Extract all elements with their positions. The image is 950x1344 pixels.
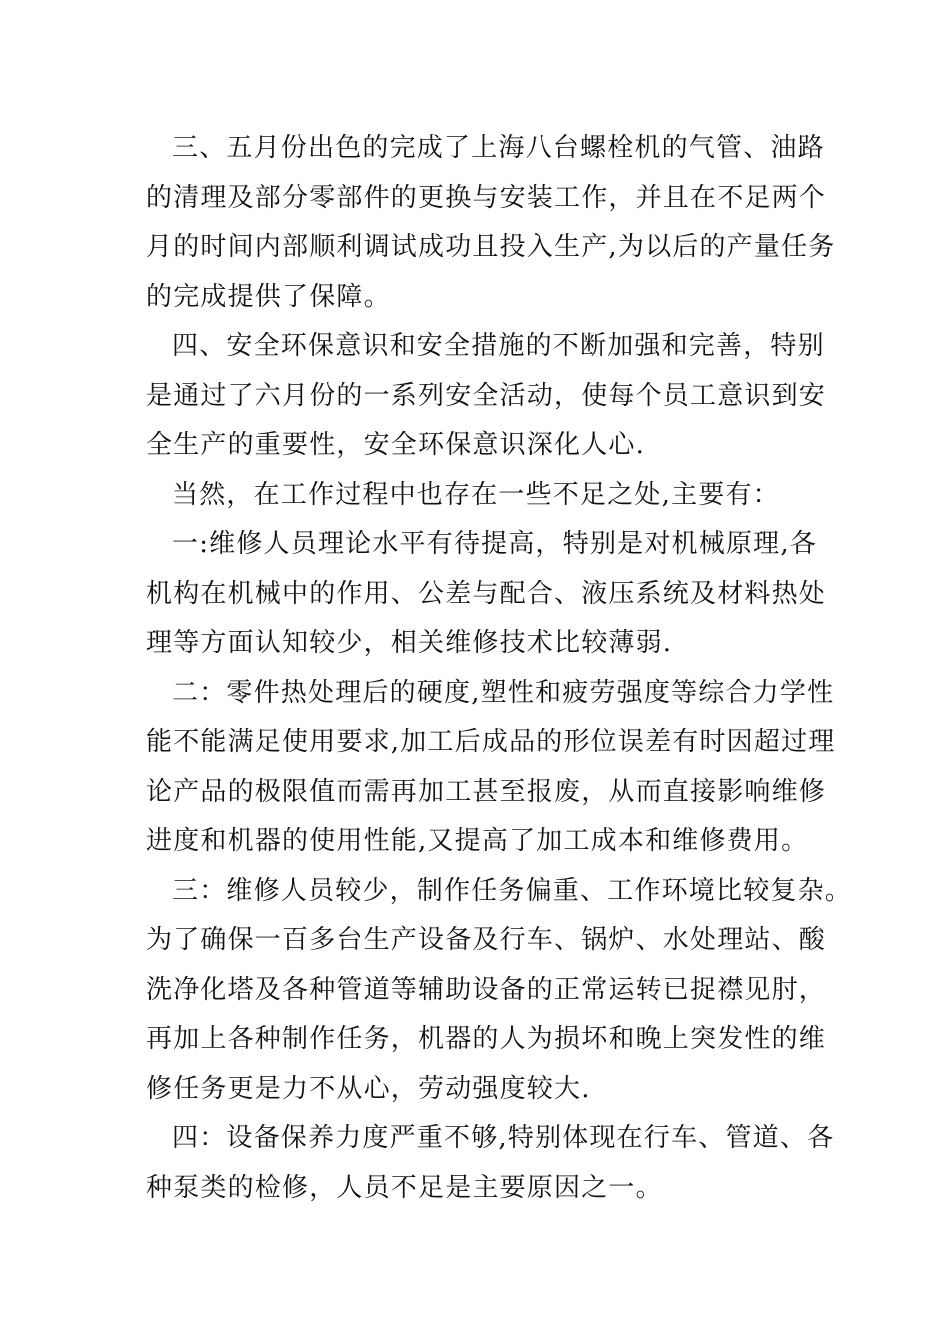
paragraph-shortcomings-intro (146, 471, 816, 521)
text-line: 种泵类的检修，人员不足是主要原因之一。 (146, 1172, 663, 1203)
text-line: 当然，在工作过程中也存在一些不足之处,主要有： (172, 479, 780, 510)
text-line: 再加上各种制作任务，机器的人为损坏和晚上突发性的维 (146, 1024, 827, 1054)
text-line: 修任务更是力不从心，劳动强度较大. (146, 1073, 591, 1104)
text-line: 机构在机械中的作用、公差与配合、液压系统及材料热处 (146, 578, 827, 609)
paragraph-item-four-safety (146, 322, 827, 471)
text-line: 三、五月份出色的完成了上海八台螺栓机的气管、油路 (172, 133, 825, 163)
text-line: 论产品的极限值而需再加工甚至报废，从而直接影响维修 (146, 776, 827, 807)
text-line: 月的时间内部顺利调试成功且投入生产,为以后的产量任务 (146, 232, 836, 262)
text-line: 一:维修人员理论水平有待提高，特别是对机械原理,各 (172, 529, 818, 559)
paragraph-shortcoming-three (146, 867, 853, 1115)
paragraph-shortcoming-four (146, 1114, 835, 1213)
text-line: 理等方面认知较少，相关维修技术比较薄弱. (146, 628, 673, 658)
text-line: 能不能满足使用要求,加工后成品的形位误差有时因超过理 (146, 727, 836, 757)
text-line: 是通过了六月份的一系列安全活动，使每个员工意识到安 (146, 380, 827, 411)
text-line: 的清理及部分零部件的更换与安装工作，并且在不足两个 (146, 182, 827, 213)
paragraph-shortcoming-two (146, 669, 836, 867)
text-line: 全生产的重要性，安全环保意识深化人心. (146, 430, 646, 460)
text-line: 的完成提供了保障。 (146, 281, 391, 312)
text-line: 三：维修人员较少，制作任务偏重、工作环境比较复杂。 (172, 875, 853, 906)
document-body (146, 124, 853, 1213)
text-line: 为了确保一百多台生产设备及行车、锅炉、水处理站、酸 (146, 925, 827, 955)
text-line: 洗净化塔及各种管道等辅助设备的正常运转已捉襟见肘， (146, 974, 827, 1005)
text-line: 四：设备保养力度严重不够,特别体现在行车、管道、各 (172, 1123, 835, 1153)
text-line: 四、安全环保意识和安全措施的不断加强和完善，特别 (172, 331, 825, 361)
text-line: 二：零件热处理后的硬度,塑性和疲劳强度等综合力学性 (172, 677, 835, 708)
paragraph-shortcoming-one (146, 520, 827, 669)
text-line: 进度和机器的使用性能,又提高了加工成本和维修费用。 (146, 826, 809, 856)
paragraph-item-three-may (146, 124, 836, 322)
